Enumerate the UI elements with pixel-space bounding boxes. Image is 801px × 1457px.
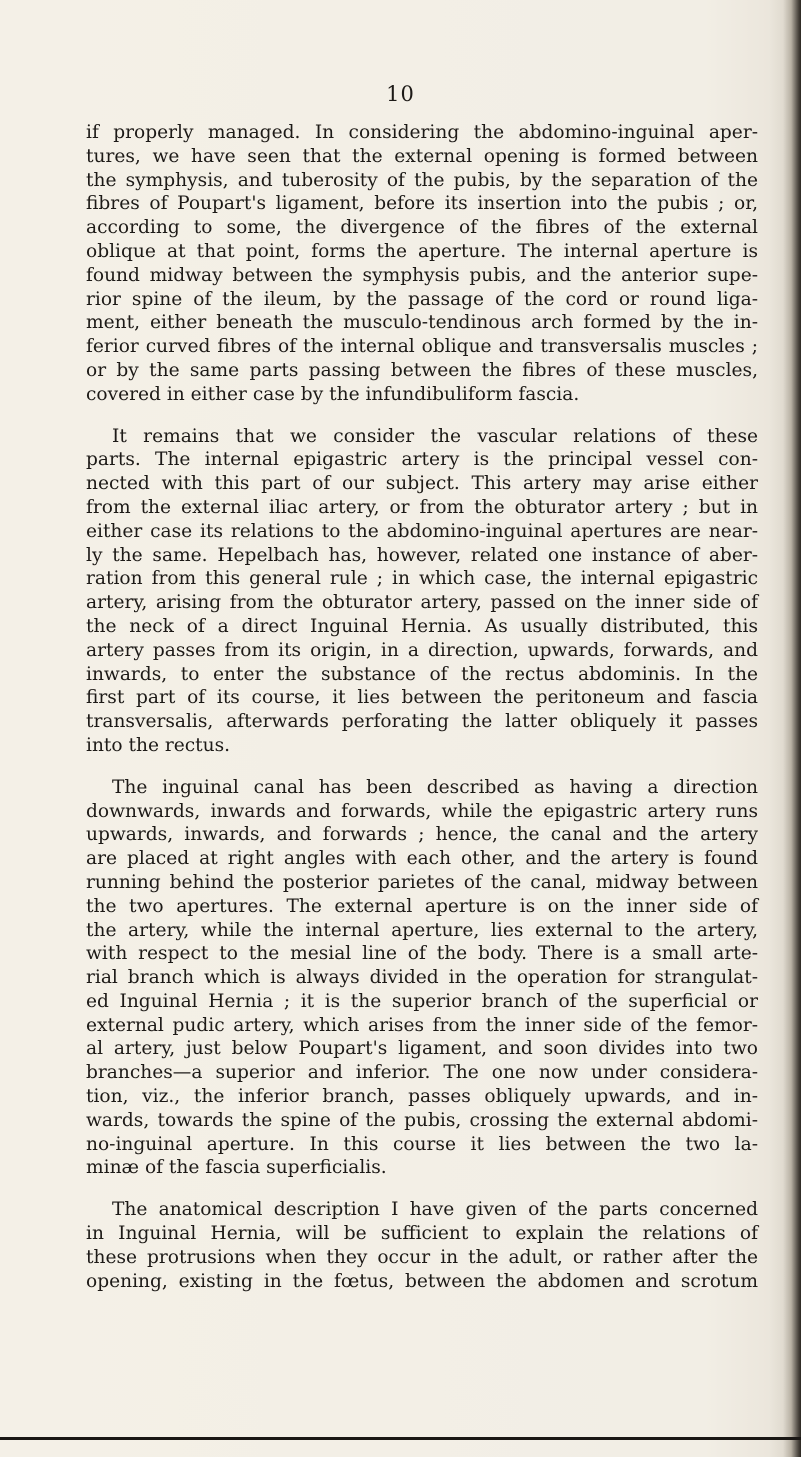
text-line: tion, viz., the inferior branch, passes obliquely upwards, and in- (86, 1086, 758, 1108)
text-line: tures, we have seen that the external opening is formed between (86, 145, 758, 167)
text-line: ly the same. Hepelbach has, however, related one instance of aber- (86, 544, 758, 566)
text-line: parts. The internal epigastric artery is the principal vessel con- (86, 449, 758, 471)
paragraph-1 (86, 121, 758, 407)
text-line: nected with this part of our subject. This artery may arise either (86, 473, 758, 495)
text-line: first part of its course, it lies between the peritoneum and fascia (86, 687, 758, 709)
text-line: found midway between the symphysis pubis, and the anterior supe- (86, 264, 758, 286)
text-line: artery, arising from the obturator artery, passed on the inner side of (86, 592, 758, 614)
text-line: these protrusions when they occur in the adult, or rather after the (86, 1246, 758, 1268)
text-line: in Inguinal Hernia, will be sufficient to explain the relations of (86, 1223, 758, 1245)
text-line: upwards, inwards, and forwards ; hence, the canal and the artery (86, 824, 758, 846)
text-line: oblique at that point, forms the aperture. The internal aperture is (86, 240, 758, 262)
text-line: rior spine of the ileum, by the passage of the cord or round liga- (86, 288, 758, 310)
paragraph-3 (86, 776, 758, 1181)
text-line: rial branch which is always divided in the operation for strangulat- (86, 967, 758, 989)
text-line: The inguinal canal has been described as having a direction (112, 776, 758, 798)
text-line: if properly managed. In considering the abdomino-inguinal aper- (86, 122, 758, 143)
text-line: into the rectus. (86, 734, 231, 756)
text-line: according to some, the divergence of the fibres of the external (86, 217, 758, 239)
text-line: inwards, to enter the substance of the rectus abdominis. In the (86, 663, 758, 685)
text-line: no-inguinal aperture. In this course it lies between the two la- (86, 1133, 758, 1155)
page-number: 10 (386, 82, 415, 106)
text-line: the symphysis, and tuberosity of the pubis, by the separation of the (86, 169, 758, 191)
text-line: or by the same parts passing between the fibres of these muscles, (86, 359, 758, 381)
text-line: It remains that we consider the vascular relations of these (112, 425, 758, 447)
text-line: external pudic artery, which arises from the inner side of the femor- (86, 1014, 758, 1036)
text-line: artery passes from its origin, in a direction, upwards, forwards, and (86, 639, 758, 661)
text-line: opening, existing in the fœtus, between the abdomen and scrotum (86, 1270, 758, 1292)
text-line: from the external iliac artery, or from the obturator artery ; but in (86, 496, 758, 518)
text-line: downwards, inwards and forwards, while the epigastric artery runs (86, 800, 758, 822)
text-line: The anatomical description I have given of the parts concerned (112, 1199, 758, 1221)
text-line: running behind the posterior parietes of the canal, midway between (86, 871, 758, 893)
text-line: are placed at right angles with each other, and the artery is found (86, 848, 758, 870)
text-line: the artery, while the internal aperture, lies external to the artery, (86, 919, 758, 941)
text-line: with respect to the mesial line of the body. There is a small arte- (86, 943, 758, 965)
text-line: transversalis, afterwards perforating the latter obliquely it passes (86, 711, 758, 733)
text-line: wards, towards the spine of the pubis, crossing the external abdomi- (86, 1109, 758, 1131)
page-edge-shadow (783, 0, 801, 1457)
text-line: ration from this general rule ; in which case, the internal epigastric (86, 568, 758, 590)
text-line: al artery, just below Poupart's ligament, and soon divides into two (86, 1038, 758, 1060)
text-line: ed Inguinal Hernia ; it is the superior branch of the superficial or (86, 990, 758, 1012)
text-line: the two apertures. The external aperture is on the inner side of (86, 895, 758, 917)
text-line: ment, either beneath the musculo-tendinous arch formed by the in- (86, 312, 758, 334)
text-line: the neck of a direct Inguinal Hernia. As usually distributed, this (86, 615, 758, 637)
text-line: minæ of the fascia superficialis. (86, 1157, 387, 1179)
text-line: branches—a superior and inferior. The one now under considera- (86, 1062, 758, 1084)
text-line: fibres of Poupart's ligament, before its insertion into the pubis ; or, (86, 193, 758, 215)
text-line: ferior curved fibres of the internal oblique and transversalis muscles ; (86, 336, 758, 358)
body-text (86, 121, 758, 1311)
text-line: either case its relations to the abdomino-inguinal apertures are near- (86, 520, 758, 542)
text-line: covered in either case by the infundibuliform fascia. (86, 383, 580, 405)
paragraph-2 (86, 425, 758, 758)
scan-bottom-border (0, 1437, 801, 1440)
paragraph-4 (86, 1198, 758, 1293)
